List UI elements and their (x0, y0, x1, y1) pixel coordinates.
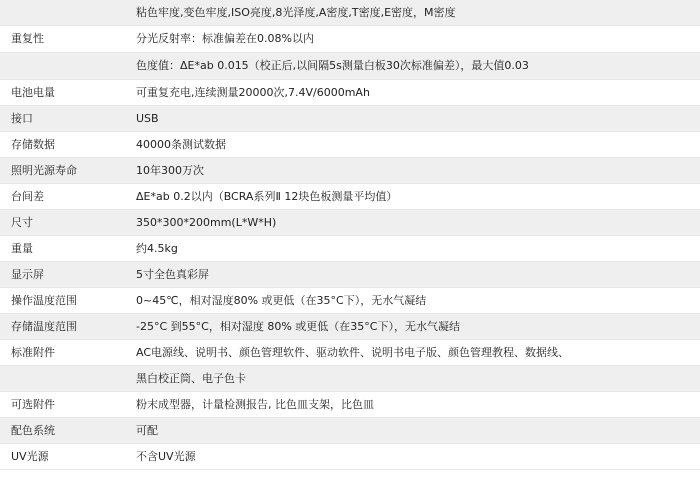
table-row (0, 53, 700, 80)
row-label (0, 0, 125, 26)
row-label: UV光源 (0, 444, 125, 470)
table-row (0, 366, 700, 392)
table-row (0, 340, 700, 366)
row-label: 尺寸 (0, 210, 125, 236)
table-row (0, 288, 700, 314)
row-value: 不含UV光源 (125, 444, 700, 470)
row-value: 可配 (125, 418, 700, 444)
table-row (0, 132, 700, 158)
row-value: 10年300万次 (125, 158, 700, 184)
row-value: 350*300*200mm(L*W*H) (125, 210, 700, 236)
table-row (0, 444, 700, 470)
table-row (0, 26, 700, 53)
row-label: 操作温度范围 (0, 288, 125, 314)
row-value: 粘色牢度,变色牢度,ISO亮度,8光泽度,A密度,T密度,E密度，M密度 (125, 0, 700, 26)
row-label: 标准附件 (0, 340, 125, 366)
row-value: USB (125, 106, 700, 132)
table-row (0, 262, 700, 288)
table-row (0, 210, 700, 236)
row-value: 分光反射率：标准偏差在0.08%以内 (125, 26, 700, 53)
row-label: 接口 (0, 106, 125, 132)
row-label: 重量 (0, 236, 125, 262)
row-value: 黑白校正筒、电子色卡 (125, 366, 700, 392)
row-label: 存储数据 (0, 132, 125, 158)
row-value: AC电源线、说明书、颜色管理软件、驱动软件、说明书电子版、颜色管理教程、数据线、 (125, 340, 700, 366)
row-value: ΔE*ab 0.2以内（BCRA系列Ⅱ 12块色板测量平均值） (125, 184, 700, 210)
table-row (0, 0, 700, 26)
row-value: 5寸全色真彩屏 (125, 262, 700, 288)
row-label: 电池电量 (0, 80, 125, 106)
table-row (0, 184, 700, 210)
row-value: 40000条测试数据 (125, 132, 700, 158)
table-row (0, 418, 700, 444)
row-label (0, 53, 125, 80)
table-row (0, 314, 700, 340)
row-label: 台间差 (0, 184, 125, 210)
table-row (0, 158, 700, 184)
row-label: 照明光源寿命 (0, 158, 125, 184)
table-row (0, 392, 700, 418)
table-row (0, 106, 700, 132)
row-label: 可选附件 (0, 392, 125, 418)
table-row (0, 236, 700, 262)
row-value: 0~45℃，相对湿度80% 或更低（在35°C下），无水气凝结 (125, 288, 700, 314)
row-value: 色度值：ΔE*ab 0.015（校正后,以间隔5s测量白板30次标准偏差），最大值0.03 (125, 53, 700, 80)
row-value: 约4.5kg (125, 236, 700, 262)
row-label (0, 366, 125, 392)
row-label: 存储温度范围 (0, 314, 125, 340)
table-row (0, 80, 700, 106)
row-label: 显示屏 (0, 262, 125, 288)
row-value: -25°C 到55°C，相对湿度 80% 或更低（在35°C下），无水气凝结 (125, 314, 700, 340)
row-value: 可重复充电,连续测量20000次,7.4V/6000mAh (125, 80, 700, 106)
row-label: 重复性 (0, 26, 125, 53)
row-value: 粉末成型器，计量检测报告, 比色皿支架，比色皿 (125, 392, 700, 418)
row-label: 配色系统 (0, 418, 125, 444)
